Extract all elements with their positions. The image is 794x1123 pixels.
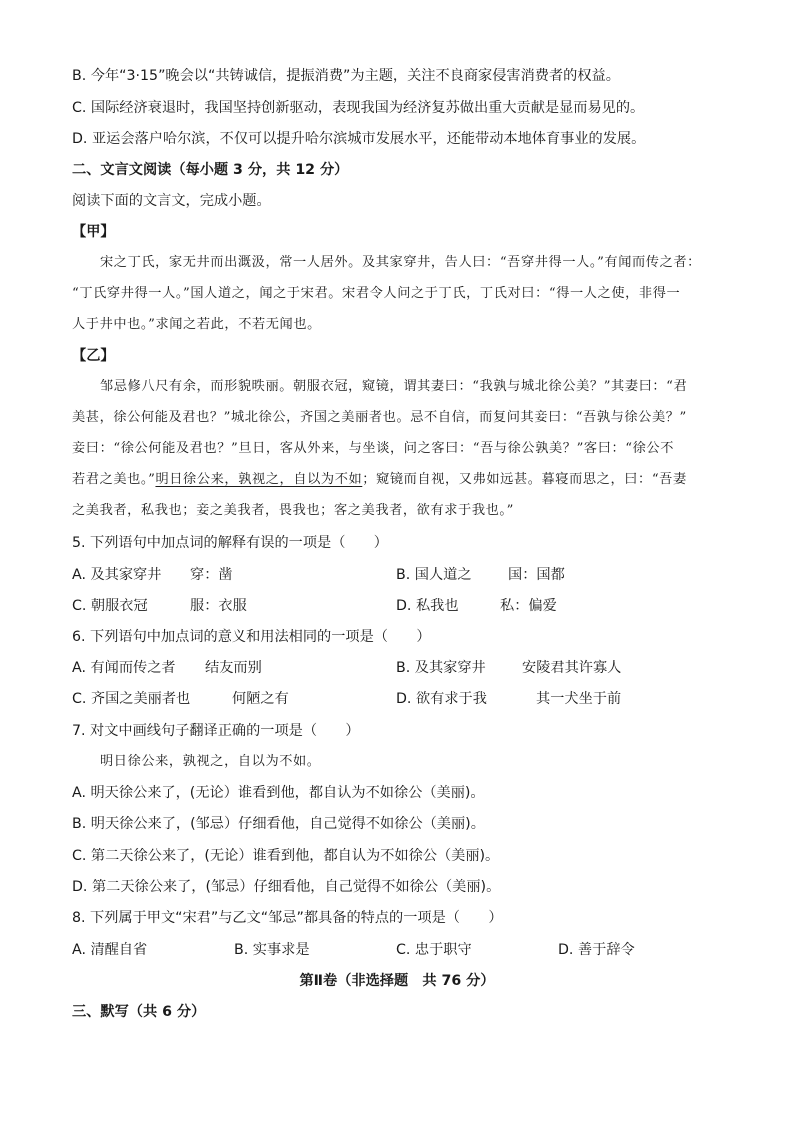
q6-option-b-compare: 安陵君其许寡人 <box>522 660 622 676</box>
part-2-title: 第Ⅱ卷（非选择题 共 76 分） <box>299 973 495 989</box>
passage-yi-line: 邹忌修八尺有余，而形貌昳丽。朝服衣冠，窥镜，谓其妻曰：“我孰与城北徐公美？”其妻曰：“君 <box>100 379 688 394</box>
passage-jia-line: “丁氏穿井得一人。”国人道之，闻之于宋君。宋君令人问之于丁氏，丁氏对曰：“得一人之使，非得一 <box>72 286 681 301</box>
q6-option-d: D. 欲有求于我 <box>396 691 487 707</box>
q6-option-c: C. 齐国之美丽者也 <box>72 691 191 707</box>
passage-jia-line: 人于井中也。”求闻之若此，不若无闻也。 <box>72 317 321 332</box>
passage-yi-line <box>72 470 687 490</box>
option-d-text: D. 亚运会落户哈尔滨，不仅可以提升哈尔滨城市发展水平，还能带动本地体育事业的发展。 <box>72 131 646 147</box>
q5-option-d-gloss: 私：偏爱 <box>500 598 557 614</box>
question-7-stem: 7. 对文中画线句子翻译正确的一项是（ ） <box>72 723 360 739</box>
passage-yi-text: 若君之美也。” <box>72 472 156 487</box>
passage-yi-label: 【乙】 <box>72 348 115 364</box>
underlined-sentence: 明日徐公来，孰视之，自以为不如 <box>155 472 363 487</box>
q6-option-c-compare: 何陋之有 <box>232 691 289 707</box>
q5-option-b: B. 国人道之 <box>396 567 472 583</box>
q7-option-c: C. 第二天徐公来了，(无论）谁看到他，都自认为不如徐公（美丽)。 <box>72 848 500 864</box>
q5-option-c-gloss: 服：衣服 <box>190 598 247 614</box>
passage-jia-line: 宋之丁氏，家无井而出溉汲，常一人居外。及其家穿井，告人曰：“吾穿井得一人。”有闻而传之者： <box>100 255 701 270</box>
q5-option-c: C. 朝服衣冠 <box>72 598 148 614</box>
q5-option-d: D. 私我也 <box>396 598 459 614</box>
passage-yi-line: 美甚，徐公何能及君也？”城北徐公，齐国之美丽者也。忌不自信，而复问其妾曰：“吾孰与徐公美？” <box>72 410 687 425</box>
q5-option-a: A. 及其家穿井 <box>72 567 162 583</box>
option-c-text: C. 国际经济衰退时，我国坚持创新驱动，表现我国为经济复苏做出重大贡献是显而易见的。 <box>72 100 645 116</box>
passage-yi-line: 之美我者，私我也；妾之美我者，畏我也；客之美我者，欲有求于我也。” <box>72 503 514 518</box>
question-6-stem: 6. 下列语句中加点词的意义和用法相同的一项是（ ） <box>72 629 431 645</box>
q7-option-b: B. 明天徐公来了，(邹忌）仔细看他，自己觉得不如徐公（美丽)。 <box>72 816 485 832</box>
q7-quote: 明日徐公来，孰视之，自以为不如。 <box>100 754 321 769</box>
q8-option-c: C. 忠于职守 <box>396 942 472 958</box>
q8-option-a: A. 清醒自省 <box>72 942 148 958</box>
option-b-text: B. 今年“3·15”晚会以“共铸诚信，提振消费”为主题，关注不良商家侵害消费者的权益。 <box>72 68 620 84</box>
section-2-title: 二、文言文阅读（每小题 3 分，共 12 分） <box>72 162 349 178</box>
passage-jia-label: 【甲】 <box>72 224 115 240</box>
q5-option-a-gloss: 穿：凿 <box>190 567 233 583</box>
reading-instruction: 阅读下面的文言文，完成小题。 <box>72 193 271 209</box>
passage-yi-line: 妾曰：“徐公何能及君也？”旦日，客从外来，与坐谈，问之客曰：“吾与徐公孰美？”客曰：“徐公不 <box>72 441 674 456</box>
q7-option-d: D. 第二天徐公来了，(邹忌）仔细看他，自己觉得不如徐公（美丽)。 <box>72 879 501 895</box>
q8-option-d: D. 善于辞令 <box>558 942 635 958</box>
q6-option-a-compare: 结友而别 <box>205 660 262 676</box>
q7-option-a: A. 明天徐公来了，(无论）谁看到他，都自认为不如徐公（美丽)。 <box>72 785 485 801</box>
q6-option-b: B. 及其家穿井 <box>396 660 486 676</box>
passage-yi-text: ；窥镜而自视，又弗如远甚。暮寝而思之，曰：“吾妻 <box>362 472 687 487</box>
q6-option-a: A. 有闻而传之者 <box>72 660 176 676</box>
question-5-stem: 5. 下列语句中加点词的解释有误的一项是（ ） <box>72 535 388 551</box>
q8-option-b: B. 实事求是 <box>234 942 310 958</box>
q5-option-b-gloss: 国：国都 <box>508 567 565 583</box>
q6-option-d-compare: 其一犬坐于前 <box>536 691 622 707</box>
question-8-stem: 8. 下列属于甲文“宋君”与乙文“邹忌”都具备的特点的一项是（ ） <box>72 910 503 926</box>
section-3-title: 三、默写（共 6 分） <box>72 1004 206 1020</box>
